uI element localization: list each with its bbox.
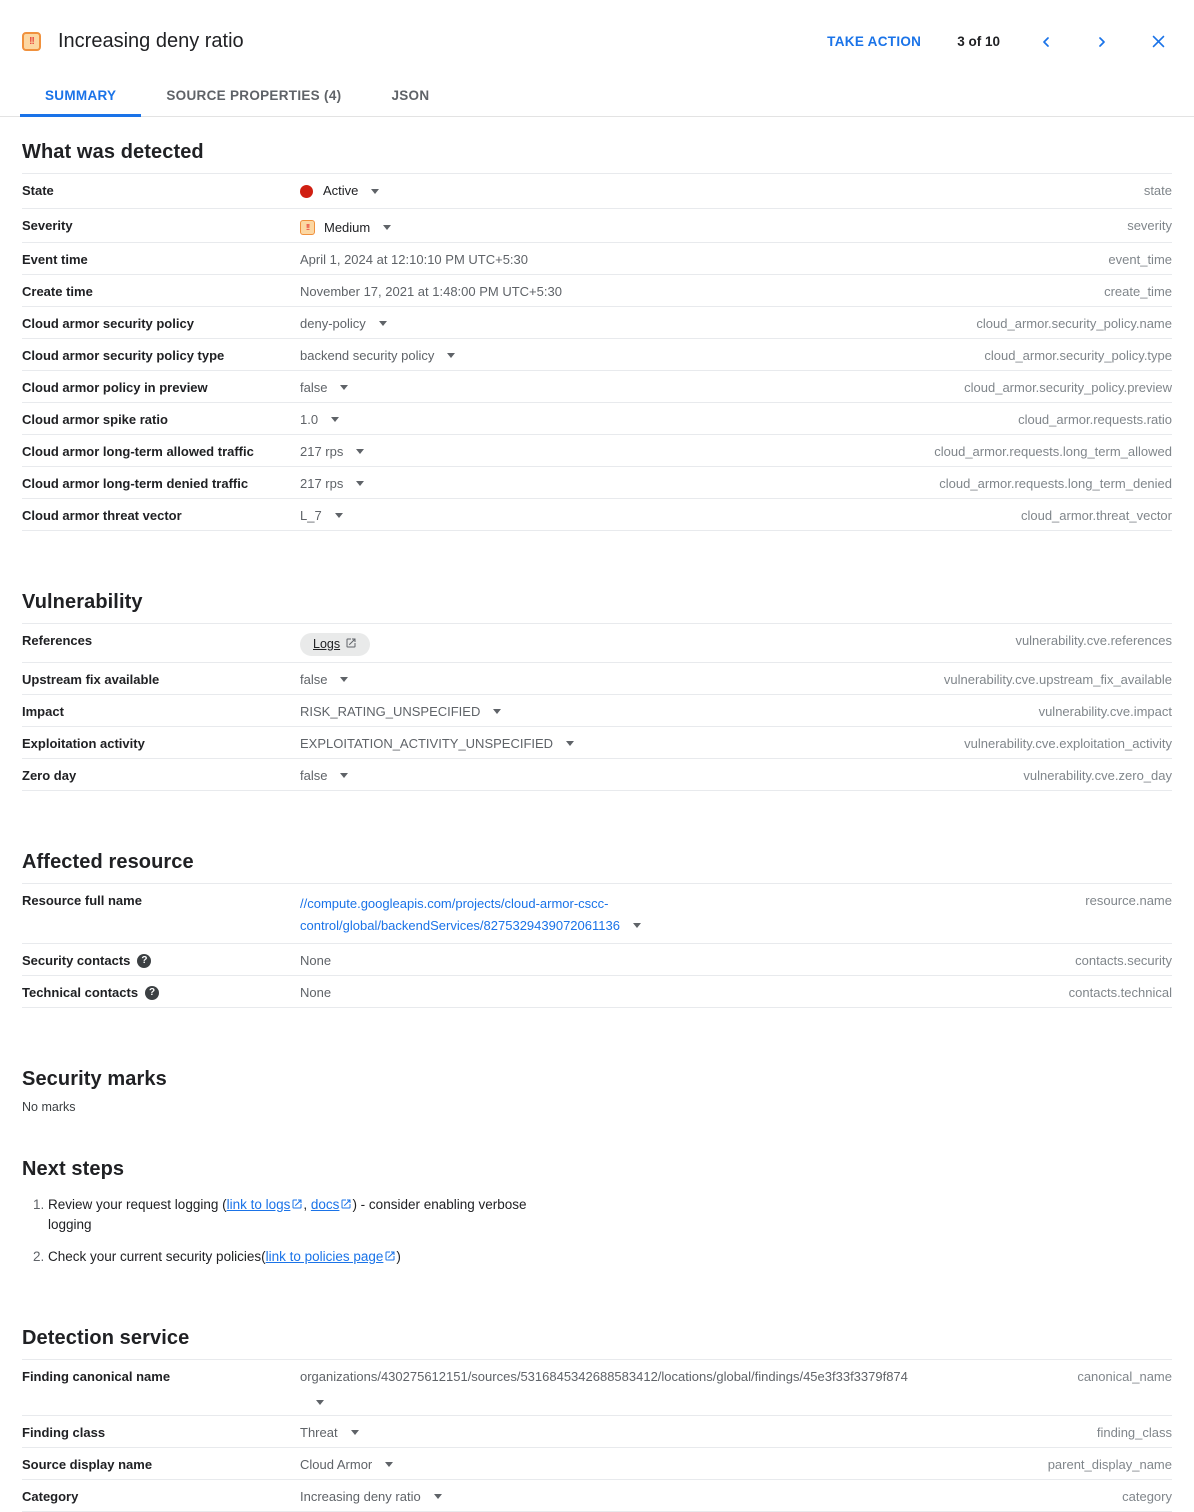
dropdown-caret-icon [379,321,387,326]
close-icon[interactable] [1148,32,1168,52]
open-in-new-icon [345,636,357,652]
table-row-cloudarmorlongtermallowedtraffic [22,435,1172,467]
row-value [300,181,1128,202]
cloudarmorlongtermdeniedtraffic-dropdown[interactable] [300,476,364,492]
table-row-cloudarmorspikeratio [22,403,1172,435]
row-label [22,891,300,909]
section-securitymarks [22,1068,1172,1114]
row-label-text: Cloud armor spike ratio [22,411,168,427]
row-value [300,442,918,460]
table-row-impact [22,695,1172,727]
row-value [300,891,1069,937]
resource-full-name-link[interactable]: control/global/backendServices/8275329439072061136 [300,917,620,933]
row-value-text: Medium [324,219,371,235]
row-label [22,378,300,396]
table-row-category [22,1480,1172,1512]
row-field-name: cloud_armor.security_policy.type [984,347,1172,363]
row-field-name: create_time [1104,283,1172,299]
rows [22,173,1172,531]
cloudarmorsecuritypolicytype-dropdown[interactable] [300,348,455,364]
chevron-right-icon[interactable] [1092,32,1112,52]
dropdown-caret-icon [493,709,501,714]
findingclass-dropdown[interactable] [300,1425,359,1441]
exploitationactivity-dropdown[interactable] [300,736,574,752]
row-label [22,766,300,784]
resource-link-line[interactable] [300,915,641,937]
table-row-cloudarmorthreatvector [22,499,1172,531]
section-title: Affected resource [22,850,194,873]
row-field-name: vulnerability.cve.exploitation_activity [964,735,1172,751]
section-title: Security marks [22,1067,167,1090]
row-label-text: Category [22,1488,79,1504]
rows [22,1359,1172,1512]
row-field-name: vulnerability.cve.references [1015,632,1172,648]
table-row-cloudarmorsecuritypolicy [22,307,1172,339]
table-row-createtime [22,275,1172,307]
dropdown-caret-icon [331,417,339,422]
section-vulnerability [22,591,1172,791]
row-label-text: Cloud armor policy in preview [22,379,208,395]
row-value [300,951,1059,969]
row-label [22,1367,300,1385]
open-in-new-icon [340,1197,352,1212]
pagination-counter: 3 of 10 [957,34,1000,49]
tab-summary[interactable]: SUMMARY [20,73,141,116]
upstreamfixavailable-dropdown[interactable] [300,672,348,688]
row-label-text: Cloud armor long-term denied traffic [22,475,249,491]
row-label [22,631,300,649]
row-label-text: State [22,183,54,198]
rows [22,623,1172,791]
row-field-name: event_time [1108,251,1172,267]
next-step-link-linktopoliciespage[interactable]: link to policies page [265,1248,384,1264]
row-value-text: None [300,952,332,968]
row-value [300,1455,1032,1473]
row-label-text: Source display name [22,1456,153,1472]
row-value [300,346,968,364]
row-label [22,1487,300,1505]
empty-state-text: No marks [22,1099,76,1114]
cloudarmorsecuritypolicy-dropdown[interactable] [300,316,387,332]
row-value-text: deny-policy [300,315,366,331]
table-row-references [22,624,1172,663]
row-value [300,282,1088,300]
row-field-name: contacts.security [1075,952,1172,968]
table-row-sourcedisplayname [22,1448,1172,1480]
row-label [22,734,300,752]
logs-chip[interactable] [300,633,370,656]
row-label-text: Finding class [22,1424,106,1440]
tab-sourceproperties4[interactable]: SOURCE PROPERTIES (4) [166,88,342,103]
zeroday-dropdown[interactable] [300,768,348,784]
row-label-text: Security contacts [22,952,131,968]
row-value [300,702,1023,720]
findingcanonicalname-dropdown[interactable] [316,1393,1061,1409]
row-label [22,702,300,720]
table-row-eventtime [22,243,1172,275]
row-field-name: vulnerability.cve.zero_day [1023,767,1172,783]
dropdown-caret-icon [356,481,364,486]
section-title: Next steps [22,1157,125,1180]
table-row-cloudarmorlongtermdeniedtraffic [22,467,1172,499]
dropdown-caret-icon [356,449,364,454]
row-value [300,314,960,332]
panel-header [0,0,1194,59]
table-row-upstreamfixavailable [22,663,1172,695]
row-field-name: cloud_armor.requests.ratio [1018,411,1172,427]
header-actions [827,32,1168,52]
tab-bar [0,73,1194,117]
row-label [22,410,300,428]
summary-content [0,141,1194,1512]
row-value [300,734,948,752]
section-affectedresource [22,851,1172,1008]
section-whatwasdetected [22,141,1172,531]
resource-link-line [300,893,1069,915]
row-value [300,983,1053,1001]
table-row-exploitationactivity [22,727,1172,759]
table-row-resourcefullname [22,884,1172,944]
table-row-cloudarmorpolicyinpreview [22,371,1172,403]
cloudarmorthreatvector-dropdown[interactable] [300,508,343,524]
next-step-link-docs[interactable]: docs [310,1196,340,1212]
dropdown-caret-icon [633,923,641,928]
section-detectionservice [22,1327,1172,1512]
help-icon[interactable]: ? [145,986,159,1000]
open-in-new-icon [291,1197,303,1212]
dropdown-caret-icon [340,677,348,682]
row-field-name: contacts.technical [1068,984,1172,1000]
cloudarmorpolicyinpreview-dropdown[interactable] [300,380,348,396]
rows [22,883,1172,1008]
logs-chip-label: Logs [313,636,341,651]
row-field-name: parent_display_name [1047,1456,1172,1472]
table-row-state [22,174,1172,209]
table-row-cloudarmorsecuritypolicytype [22,339,1172,371]
row-field-name: finding_class [1096,1424,1172,1440]
row-label-text: Cloud armor security policy [22,315,194,331]
severity-dropdown[interactable] [300,220,391,236]
row-value [300,766,1007,784]
row-label [22,951,300,969]
impact-dropdown[interactable] [300,704,501,720]
row-value-text: Increasing deny ratio [300,1488,421,1504]
row-value-text: Active [323,183,359,198]
section-title: Vulnerability [22,590,143,613]
dropdown-caret-icon [335,513,343,518]
row-label-text: Exploitation activity [22,735,145,751]
dropdown-caret-icon [340,385,348,390]
row-value-text: organizations/430275612151/sources/5316845342688583412/locations/global/findings/45e3f33f3379f874 [300,1368,908,1384]
row-field-name: cloud_armor.threat_vector [1020,507,1172,523]
row-label-text: Create time [22,283,93,299]
row-field-name: vulnerability.cve.upstream_fix_available [943,671,1172,687]
row-label-text: Finding canonical name [22,1368,171,1384]
row-label [22,1455,300,1473]
open-in-new-icon [384,1249,396,1264]
cloudarmorspikeratio-dropdown[interactable] [300,412,339,428]
take-action-button[interactable]: TAKE ACTION [827,34,922,49]
row-value-text: November 17, 2021 at 1:48:00 PM UTC+5:30 [300,283,562,299]
row-field-name: canonical_name [1077,1368,1172,1384]
dropdown-caret-icon [371,189,379,194]
cloudarmorlongtermallowedtraffic-dropdown[interactable] [300,444,364,460]
row-label-text: Cloud armor long-term allowed traffic [22,443,254,459]
row-value-text: RISK_RATING_UNSPECIFIED [300,703,481,719]
row-label-text: Zero day [22,767,77,783]
dropdown-caret-icon [383,225,391,230]
row-value [300,378,948,396]
row-field-name: vulnerability.cve.impact [1038,703,1172,719]
row-label [22,442,300,460]
page-title: Increasing deny ratio [58,30,244,52]
row-label [22,250,300,268]
state-dropdown[interactable] [300,183,379,199]
resource-full-name-link[interactable]: //compute.googleapis.com/projects/cloud-armor-cscc- [300,895,609,911]
tab-json[interactable]: JSON [391,88,430,103]
row-value-text: None [300,984,332,1000]
dropdown-caret-icon [340,773,348,778]
row-label [22,314,300,332]
dropdown-caret-icon [447,353,455,358]
row-field-name: cloud_armor.security_policy.preview [964,379,1172,395]
category-dropdown[interactable] [300,1489,442,1505]
table-row-technicalcontacts [22,976,1172,1008]
next-step-item: 2. Check your current security policies(link to policies page ) [48,1247,527,1267]
row-value [300,631,999,656]
dropdown-caret-icon [434,1494,442,1499]
next-step-item: 1. Review your request logging (link to logs , docs ) - consider enabling verbose logging [48,1195,527,1235]
medium-severity-icon: !! [22,32,41,51]
row-label [22,506,300,524]
row-value [300,250,1092,268]
dropdown-caret-icon [351,1430,359,1435]
row-field-name: severity [1127,217,1172,233]
row-value-text: Threat [300,1424,338,1440]
row-label-text: Technical contacts [22,984,139,1000]
row-field-name: category [1122,1488,1172,1504]
row-label-text: Event time [22,251,88,267]
row-value [300,670,928,688]
chevron-left-icon[interactable] [1036,32,1056,52]
next-steps-list [22,1195,527,1267]
section-nextsteps [22,1158,1172,1267]
row-label [22,474,300,492]
dropdown-caret-icon [385,1462,393,1467]
section-title: What was detected [22,141,204,163]
row-field-name: cloud_armor.security_policy.name [976,315,1172,331]
next-step-link-linktologs[interactable]: link to logs [226,1196,291,1212]
row-value-text: 217 rps [300,443,344,459]
dropdown-caret-icon [316,1400,324,1405]
row-label-text: Severity [22,217,73,233]
row-value-text: EXPLOITATION_ACTIVITY_UNSPECIFIED [300,735,554,751]
row-value-text: false [300,767,328,783]
row-label-text: Cloud armor threat vector [22,507,182,523]
table-row-severity [22,209,1172,243]
table-row-findingclass [22,1416,1172,1448]
table-row-findingcanonicalname [22,1360,1172,1416]
row-field-name: resource.name [1085,892,1172,908]
dropdown-caret-icon [566,741,574,746]
sourcedisplayname-dropdown[interactable] [300,1457,393,1473]
row-value [300,216,1111,236]
row-value-text: backend security policy [300,347,435,363]
help-icon[interactable]: ? [137,954,151,968]
row-value-text: April 1, 2024 at 12:10:10 PM UTC+5:30 [300,251,528,267]
row-value-text: Cloud Armor [300,1456,373,1472]
row-value-text: false [300,379,328,395]
row-value [300,1367,1061,1409]
row-label [22,346,300,364]
row-value-text: 217 rps [300,475,344,491]
row-value-text: 1.0 [300,411,319,427]
row-value-text: L_7 [300,507,322,523]
row-field-name: cloud_armor.requests.long_term_allowed [934,443,1172,459]
row-label [22,983,300,1001]
row-label [22,282,300,300]
row-value-text: false [300,671,328,687]
row-label [22,1423,300,1441]
row-label [22,216,300,234]
row-field-name: state [1143,183,1172,198]
medium-severity-icon: !! [300,220,315,235]
row-label-text: Upstream fix available [22,671,160,687]
row-label-text: Resource full name [22,892,142,908]
table-row-zeroday [22,759,1172,791]
row-label-text: References [22,632,93,648]
active-status-dot [300,185,313,198]
table-row-securitycontacts [22,944,1172,976]
row-label [22,181,300,199]
row-value [300,410,1002,428]
row-label-text: Cloud armor security policy type [22,347,225,363]
row-label-text: Impact [22,703,64,719]
row-value [300,506,1005,524]
section-title: Detection service [22,1326,190,1349]
row-value [300,474,923,492]
row-field-name: cloud_armor.requests.long_term_denied [939,475,1172,491]
row-value [300,1423,1081,1441]
row-label [22,670,300,688]
row-value [300,1487,1106,1505]
